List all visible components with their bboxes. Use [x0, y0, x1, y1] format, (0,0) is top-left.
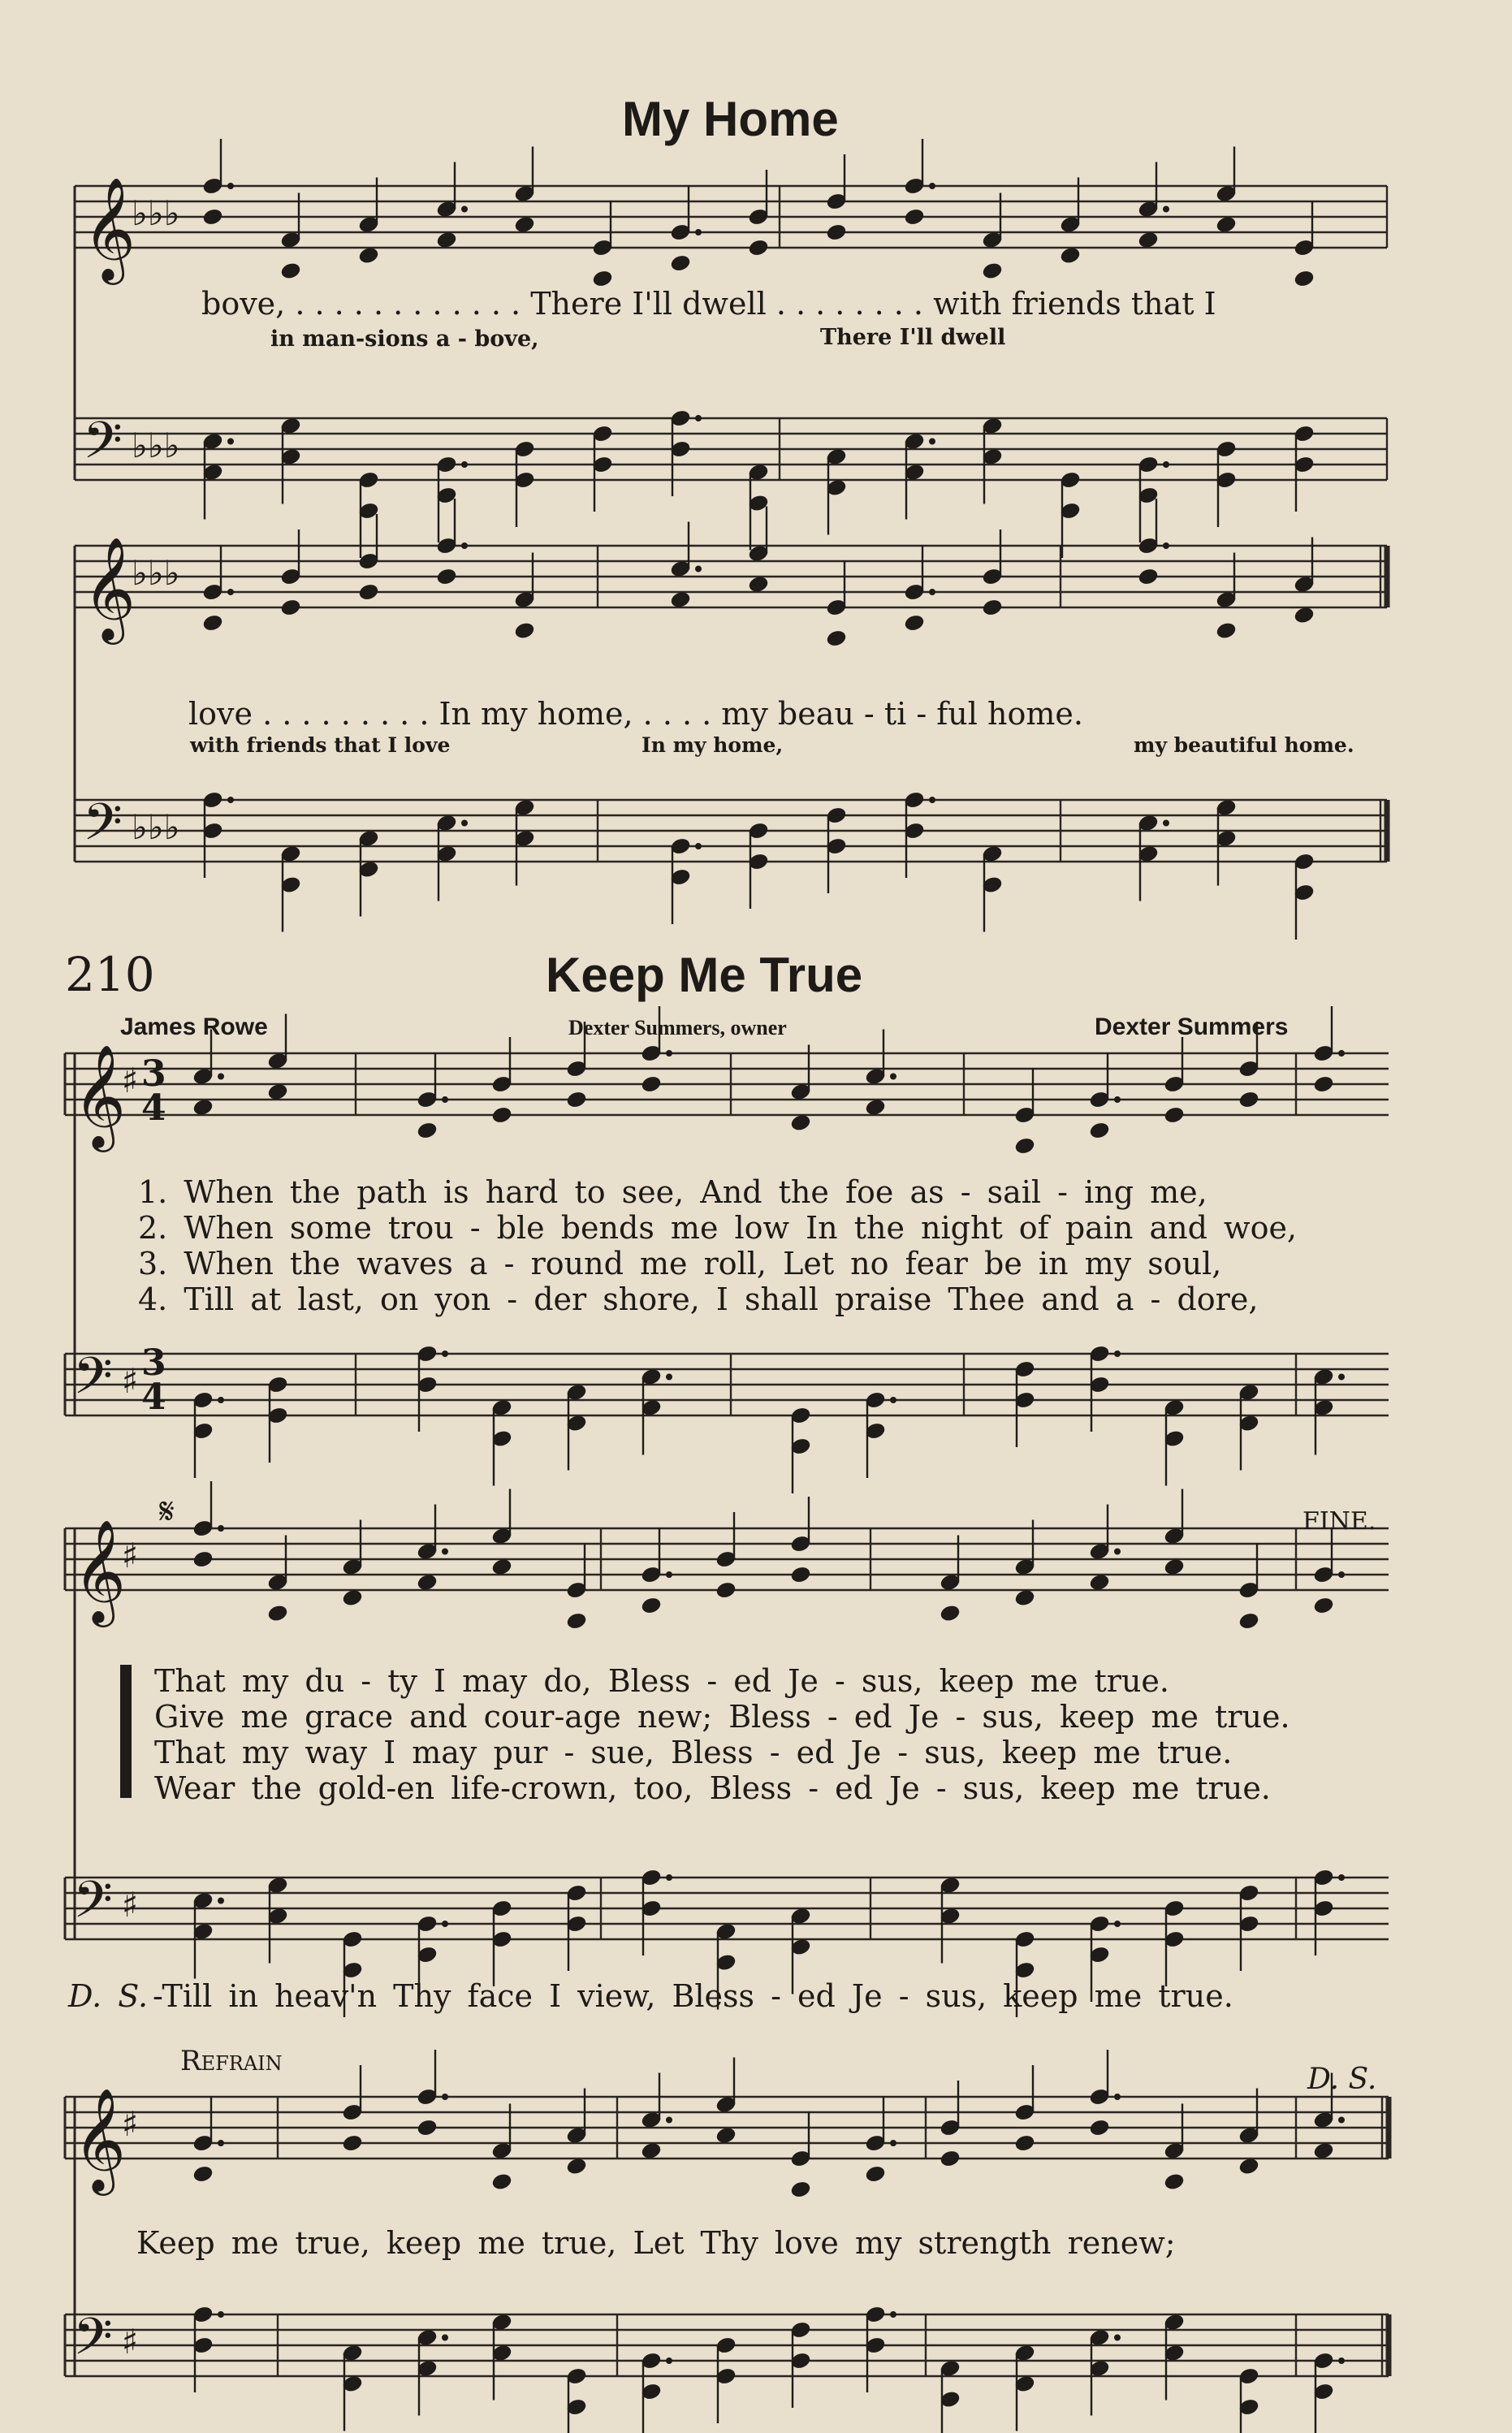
refrain-ds-mark: D. S. — [1307, 2063, 1377, 2096]
dot-mark — [1164, 820, 1169, 826]
dot-mark — [443, 1351, 448, 1357]
dot-mark — [443, 2335, 448, 2340]
dot-mark — [462, 206, 468, 212]
bass-clef-icon: 𝄢 — [73, 1869, 113, 1942]
my-home-lyric-line-1: bove, . . . . . . . . . . . . There I'll dwell . . . . . . . . with friends that I — [201, 286, 1216, 322]
dot-mark — [930, 590, 935, 595]
key-signature-icon: ♭♭♭ — [132, 426, 180, 465]
dot-mark — [1115, 2094, 1121, 2100]
bass-clef-icon: 𝄢 — [73, 2306, 113, 2379]
notehead-icon — [940, 2150, 961, 2168]
dot-mark — [667, 1875, 672, 1881]
my-home-alto-lyric-1b: There I'll dwell — [820, 325, 1006, 350]
notehead-icon — [904, 614, 925, 633]
notehead-icon — [566, 2157, 587, 2176]
notehead-icon — [1164, 1106, 1185, 1125]
notehead-icon — [436, 568, 457, 586]
dot-mark — [696, 416, 702, 421]
notehead-icon — [1138, 568, 1159, 586]
notehead-icon — [491, 2172, 512, 2191]
dot-mark — [443, 1921, 448, 1927]
notehead-icon — [1313, 1075, 1334, 1094]
dot-mark — [667, 1051, 672, 1057]
bass-time-signature-bottom: 4 — [141, 1376, 166, 1418]
dot-mark — [1339, 1572, 1345, 1578]
key-signature-icon: ♯ — [122, 1885, 139, 1925]
my-home-alto-lyric-2b: In my home, — [642, 733, 784, 757]
notehead-icon — [192, 1550, 214, 1569]
notehead-icon — [436, 231, 457, 249]
my-home-alto-lyric-2a: with friends that I love — [190, 733, 451, 757]
notehead-icon — [417, 1573, 438, 1592]
dot-mark — [218, 1526, 224, 1532]
notehead-icon — [1294, 270, 1315, 288]
notehead-icon — [982, 261, 1003, 280]
key-signature-icon: ♭♭♭ — [132, 553, 180, 593]
notehead-icon — [748, 575, 769, 594]
ds-lyric-line: -Till in heav'n Thy face I view, Bless - ed Je - sus, keep me true. — [153, 1978, 1233, 2014]
notehead-icon — [1216, 621, 1237, 640]
treble-clef-icon: 𝄞 — [73, 2087, 127, 2191]
notehead-icon — [342, 1588, 363, 1607]
hymn-title-my-home: My Home — [622, 92, 839, 146]
segno-sign: 𝄋 — [159, 1491, 175, 1532]
dot-mark — [1164, 462, 1169, 468]
dot-mark — [1115, 1549, 1121, 1554]
notehead-icon — [1014, 1137, 1035, 1156]
dot-mark — [443, 1097, 448, 1103]
dot-mark — [1339, 1051, 1345, 1057]
dot-mark — [228, 439, 234, 444]
verse-3-line-b: That my way I may pur - sue, Bless - ed Je - sus, keep me true. — [154, 1735, 1233, 1770]
bass-clef-icon: 𝄢 — [73, 1346, 113, 1418]
notehead-icon — [1014, 2134, 1035, 2153]
notehead-icon — [748, 239, 769, 257]
verse-4-line-a: 4. Till at last, on yon - der shore, I shall praise Thee and a - dore, — [138, 1281, 1259, 1317]
dot-mark — [1115, 1921, 1121, 1927]
time-signature-top: 3 — [141, 1053, 166, 1095]
notehead-icon — [491, 1106, 512, 1125]
notehead-icon — [790, 2180, 811, 2199]
bass-time-signature-top: 3 — [141, 1342, 166, 1384]
notehead-icon — [342, 2134, 363, 2153]
notehead-icon — [417, 1121, 438, 1140]
hymn-number: 210 — [65, 947, 155, 1002]
dot-mark — [218, 2312, 224, 2318]
dot-mark — [667, 2358, 672, 2364]
dot-mark — [667, 1572, 672, 1578]
notehead-icon — [1216, 215, 1237, 234]
notehead-icon — [641, 1597, 662, 1615]
notehead-icon — [904, 208, 925, 227]
notehead-icon — [1238, 1612, 1259, 1631]
dot-mark — [667, 2117, 672, 2123]
dot-mark — [696, 844, 702, 849]
notehead-icon — [592, 270, 613, 288]
notehead-icon — [1164, 1558, 1185, 1576]
treble-clef-icon: 𝄞 — [73, 1519, 127, 1623]
dot-mark — [462, 820, 468, 826]
notehead-icon — [491, 1558, 512, 1576]
music-credit: Dexter Summers — [1095, 1013, 1289, 1040]
notehead-icon — [826, 629, 847, 648]
dot-mark — [696, 566, 702, 572]
notehead-icon — [715, 2126, 737, 2145]
notehead-icon — [514, 621, 535, 640]
treble-clef-icon: 𝄞 — [83, 176, 136, 280]
dot-mark — [443, 1549, 448, 1554]
dot-mark — [930, 439, 935, 444]
refrain-lyrics: Keep me true, keep me true, Let Thy love my strength renew; — [136, 2225, 1176, 2261]
notehead-icon — [267, 1604, 288, 1623]
notehead-icon — [358, 583, 379, 602]
dot-mark — [218, 1074, 224, 1079]
notehead-icon — [670, 254, 691, 273]
dot-mark — [228, 590, 234, 595]
words-credit: James Rowe — [120, 1013, 268, 1040]
notehead-icon — [267, 1083, 288, 1101]
notehead-icon — [417, 2119, 438, 2137]
refrain-label: Refrain — [180, 2045, 283, 2077]
notehead-icon — [940, 1604, 961, 1623]
bass-clef-icon: 𝄢 — [83, 792, 123, 864]
my-home-alto-lyric-2c: my beautiful home. — [1134, 733, 1354, 757]
dot-mark — [218, 1898, 224, 1904]
key-signature-icon: ♯ — [122, 2104, 139, 2144]
notehead-icon — [566, 1091, 587, 1109]
treble-clef-icon: 𝄞 — [83, 536, 136, 640]
dot-mark — [462, 462, 468, 468]
notehead-icon — [670, 590, 691, 609]
verse-bracket — [120, 1665, 132, 1798]
dot-mark — [667, 1374, 672, 1380]
dot-mark — [443, 2094, 448, 2100]
notehead-icon — [865, 1098, 886, 1117]
dot-mark — [1164, 206, 1169, 212]
notehead-icon — [514, 215, 535, 234]
notehead-icon — [982, 599, 1003, 617]
dot-mark — [1339, 1374, 1345, 1380]
dot-mark — [1339, 2358, 1345, 2364]
notehead-icon — [1238, 1091, 1259, 1109]
verse-4-line-b: Wear the gold-en life-crown, too, Bless - ed Je - sus, keep me true. — [154, 1770, 1271, 1806]
dot-mark — [1115, 2335, 1121, 2340]
notehead-icon — [358, 246, 379, 265]
notehead-icon — [1089, 1573, 1110, 1592]
dot-mark — [891, 1074, 896, 1079]
notehead-icon — [641, 2141, 662, 2160]
notehead-icon — [1089, 2119, 1110, 2137]
notehead-icon — [1164, 2172, 1185, 2191]
verse-2-line-b: Give me grace and cour-age new; Bless - ed Je - sus, keep me true. — [154, 1699, 1290, 1735]
notehead-icon — [865, 2165, 886, 2184]
notehead-icon — [826, 223, 847, 242]
notehead-icon — [192, 2165, 214, 2184]
treble-clef-icon: 𝄞 — [73, 1044, 127, 1147]
key-signature-icon: ♯ — [122, 1536, 139, 1575]
dot-mark — [228, 184, 234, 189]
notehead-icon — [1294, 606, 1315, 624]
notehead-icon — [202, 208, 223, 227]
dot-mark — [228, 797, 234, 803]
dot-mark — [218, 2141, 224, 2146]
verse-3-line-a: 3. When the waves a - round me roll, Let no fear be in my soul, — [138, 1246, 1222, 1281]
time-signature-bottom: 4 — [141, 1087, 166, 1129]
key-signature-icon: ♭♭♭ — [132, 193, 180, 233]
owner-credit: Dexter Summers, owner — [568, 1016, 787, 1039]
key-signature-icon: ♯ — [122, 1061, 139, 1100]
notehead-icon — [1138, 231, 1159, 249]
notehead-icon — [1238, 2157, 1259, 2176]
dot-mark — [462, 543, 468, 549]
fine-mark: FINE. — [1302, 1507, 1376, 1536]
notehead-icon — [1060, 246, 1081, 265]
key-signature-icon: ♯ — [122, 1361, 139, 1401]
notehead-icon — [715, 1581, 737, 1600]
dot-mark — [1164, 543, 1169, 549]
bass-clef-icon: 𝄢 — [83, 410, 123, 482]
verse-2-line-a: 2. When some trou - ble bends me low In the night of pain and woe, — [138, 1210, 1298, 1246]
dot-mark — [696, 230, 702, 236]
notehead-icon — [280, 599, 301, 617]
ds-label: D. S. — [68, 1978, 149, 2014]
dot-mark — [1339, 1875, 1345, 1881]
dot-mark — [891, 1398, 896, 1403]
dot-mark — [1115, 1097, 1121, 1103]
dot-mark — [930, 184, 935, 189]
notehead-icon — [280, 261, 301, 280]
notehead-icon — [641, 1075, 662, 1094]
notehead-icon — [566, 1612, 587, 1631]
notehead-icon — [790, 1113, 811, 1132]
notehead-icon — [1089, 1121, 1110, 1140]
dot-mark — [930, 797, 935, 803]
verse-1-line-a: 1. When the path is hard to see, And the foe as - sail - ing me, — [138, 1174, 1207, 1210]
key-signature-icon: ♭♭♭ — [132, 807, 180, 847]
dot-mark — [1115, 1351, 1121, 1357]
dot-mark — [1339, 2117, 1345, 2123]
notehead-icon — [790, 1566, 811, 1584]
dot-mark — [891, 2312, 896, 2318]
key-signature-icon: ♯ — [122, 2322, 139, 2362]
my-home-alto-lyric-1a: in man-sions a - bove, — [270, 326, 539, 352]
notehead-icon — [202, 614, 223, 633]
notehead-icon — [1014, 1588, 1035, 1607]
verse-1-line-b: That my du - ty I may do, Bless - ed Je - sus, keep me true. — [154, 1663, 1170, 1699]
my-home-lyric-line-2: love . . . . . . . . . In my home, . . . . my beau - ti - ful home. — [188, 696, 1083, 732]
notehead-icon — [1313, 2141, 1334, 2160]
hymn-title-keep-me-true: Keep Me True — [546, 948, 863, 1002]
notehead-icon — [192, 1098, 214, 1117]
notehead-icon — [1313, 1597, 1334, 1615]
dot-mark — [218, 1398, 224, 1403]
dot-mark — [891, 2141, 896, 2146]
